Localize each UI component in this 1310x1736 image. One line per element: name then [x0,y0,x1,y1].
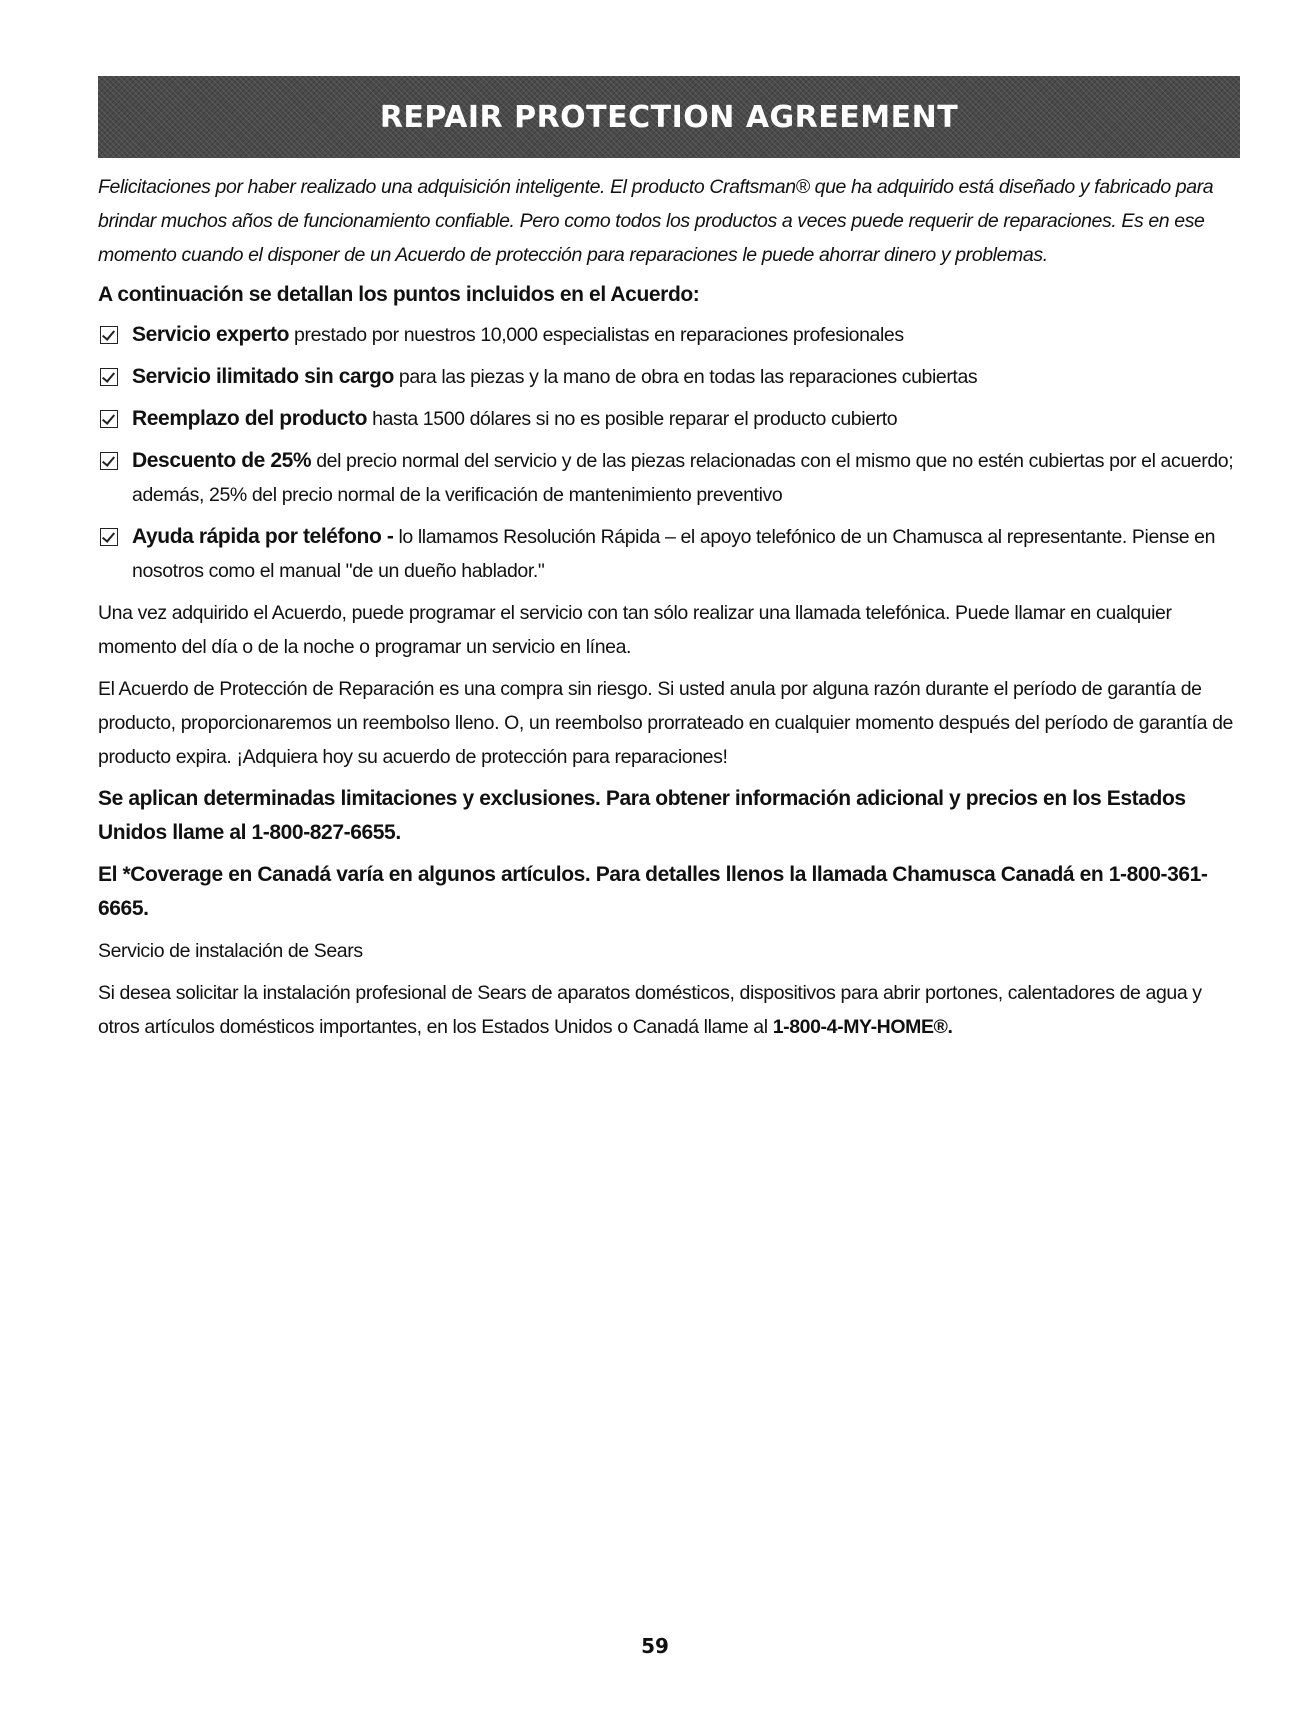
list-item-bold: Servicio experto [132,323,290,346]
list-heading: A continuación se detallan los puntos incluidos en el Acuerdo: [98,283,700,306]
installation-phone: 1-800-4-MY-HOME®. [772,1016,953,1038]
list-item-desc: del precio normal del servicio y de las piezas relacionadas con el mismo que no estén cubiertas por el acuerdo; además, 25% del precio normal de la verificación de mantenimiento preventivo [132,450,1234,506]
list-item-desc: para las piezas y la mano de obra en todas las reparaciones cubiertas [393,366,978,388]
checkbox-icon [100,528,118,546]
list-item-text [132,402,897,436]
canada-coverage-notice: El *Coverage en Canadá varía en algunos artículos. Para detalles llenos la llamada Chamusca Canadá en 1-800-361-6665. [98,863,1208,920]
page-number: 59 [641,1634,669,1658]
list-item-desc: hasta 1500 dólares si no es posible reparar el producto cubierto [367,408,898,430]
checkbox-icon [100,452,118,470]
intro-paragraph: Felicitaciones por haber realizado una adquisición inteligente. El producto Craftsman® que ha adquirido está diseñado y fabricado para brindar muchos años de funcionamiento confiable. Pero como todos los productos a veces puede requerir de reparaciones. Es en ese momento cuando el disponer de un Acuerdo de protección para reparaciones le puede ahorrar dinero y problemas. [98,176,1214,266]
checkbox-icon [100,410,118,428]
page-title: REPAIR PROTECTION AGREEMENT [379,99,959,135]
benefits-list [98,318,1238,588]
installation-heading: Servicio de instalación de Sears [98,940,363,962]
list-item [98,444,1238,512]
checkbox-icon [100,368,118,386]
installation-text: Si desea solicitar la instalación profesional de Sears de aparatos domésticos, dispositivos para abrir portones, calentadores de agua y otros artículos domésticos importantes, en los Estados Unidos o Canadá llame al [98,982,1202,1038]
list-item-text [132,360,977,394]
list-item-bold: Servicio ilimitado sin cargo [132,365,394,388]
list-item [98,318,1238,352]
list-item-bold: Reemplazo del producto [132,407,368,430]
refund-paragraph: El Acuerdo de Protección de Reparación es una compra sin riesgo. Si usted anula por alguna razón durante el período de garantía de producto, proporcionaremos un reembolso lleno. O, un reembolso prorrateado en cualquier momento después del período de garantía de producto expira. ¡Adquiera hoy su acuerdo de protección para reparaciones! [98,678,1233,768]
list-item-text [132,318,904,352]
list-item-desc: prestado por nuestros 10,000 especialistas en reparaciones profesionales [289,324,904,346]
list-item-bold: Ayuda rápida por teléfono - [132,525,394,548]
list-item [98,360,1238,394]
list-item [98,402,1238,436]
checkbox-icon [100,326,118,344]
installation-paragraph [98,976,1238,1044]
list-item-desc: lo llamamos Resolución Rápida – el apoyo telefónico de un Chamusca al representante. Piense en nosotros como el manual "de un dueño hablador." [132,526,1216,582]
list-item [98,520,1238,588]
list-item-text [132,444,1238,512]
list-item-text [132,520,1238,588]
title-banner [98,76,1240,158]
limitations-notice: Se aplican determinadas limitaciones y exclusiones. Para obtener información adicional y precios en los Estados Unidos llame al 1-800-827-6655. [98,787,1186,844]
document-body [98,170,1238,1052]
scheduling-paragraph: Una vez adquirido el Acuerdo, puede programar el servicio con tan sólo realizar una llamada telefónica. Puede llamar en cualquier momento del día o de la noche o programar un servicio en línea. [98,602,1172,658]
list-item-bold: Descuento de 25% [132,449,312,472]
